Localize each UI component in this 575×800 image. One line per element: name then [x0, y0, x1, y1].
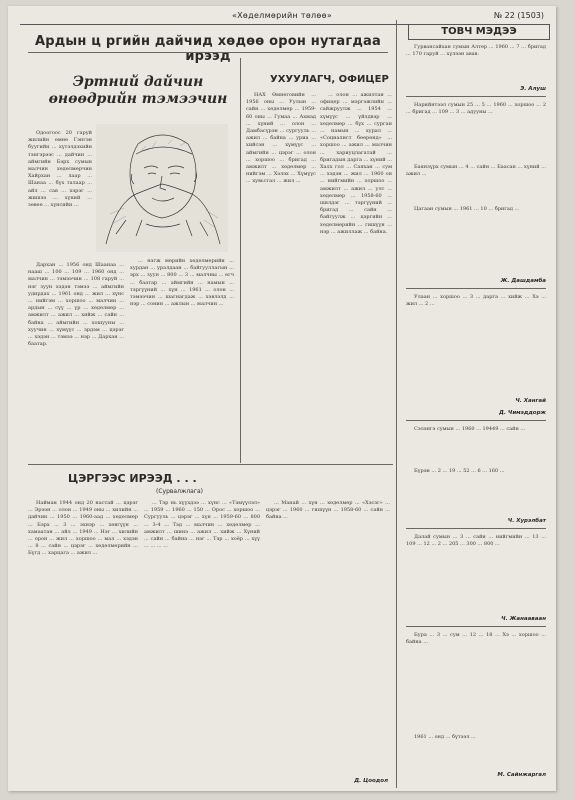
sidebar-title: ТОВЧ МЭДЭЭ [408, 24, 550, 40]
news-item-text: Бура ... 3 ... сум ... 12 ... 18 ... Хэ ... хоршоо ... байна ... [406, 632, 546, 646]
returnees-subtitle: (Сурвалжлага) [156, 488, 204, 495]
news-signature: Ч. Хурэлбат [507, 518, 546, 524]
news-item-text: Улаан ... хоршоо ... 3 ... дарга ... хийж ... Хэ ... жил ... 2 ... [406, 294, 546, 308]
news-signature: М. Сайнжаргал [497, 772, 546, 778]
returnees-col-3 [266, 500, 390, 776]
page-headline: Ардын ц ргийн дайчид хөдөө орон нутагдаа ирээд [34, 34, 382, 64]
feature-continuation-text: ... нэгж мөрийн хөдөлмөрийн ... хурдан ... уралдаан ... байгууллагын ... эрх ... зуун ... 800 ... 3 ... малчны ... өгч ... баатар ... аймгийн ... намын ... тэргүүний ... хүн ... 1961 ... олон ... тэмээчин ... шагнагдаж ... хэвлэлд ... нэр ... сонин ... ажлын ... малчин ... [130, 258, 234, 308]
news-signature: Ч. Хангай [515, 398, 546, 404]
headline-rule [28, 52, 388, 53]
returnees-signature: Д. Цоодол [354, 778, 388, 784]
news-signature: Э. Алуш [520, 86, 546, 92]
news-signature: Ж. Дашдамба [500, 278, 546, 284]
portrait-image [96, 124, 228, 252]
officer-right-text: ... олон ... ажилтан ... офицер ... мэргэжлийн ... сайжруулж ... 1954 ... хүмүүс ... үйлдвэр ... хөдөлмөр ... бүх ... сурган ... намын ... хурал ... «Социалист бөөрөнд» ... хоршоо ... ажил ... малчин ... хариуцлагатай ... бригадын дарга ... хүний ... Халх гол ... Саяхан ... сум ... хэдэн ... жил ... 1960 он ... нийгмийн ... хоршоо ... амжилт ... ажил ... улс ... хөдөлмөр ... 1958-60 ... шилдэг ... тэргүүний ... бригад ... сайн ... байгуулж ... цэргийн ... хөдөлмөрийн ... гишүүн ... нэр ... ажиллаж ... байна. [320, 92, 392, 235]
news-signature: Д. Чимэддорж [498, 410, 546, 416]
news-rule [406, 288, 546, 289]
officer-title: УХУУЛАГЧ, ОФИЦЕР [270, 74, 389, 85]
news-item-text: Нарийнтээл сумын 25 ... 5 ... 1960 ... хоршоо ... 2 ... бригад ... 109 ... 3 ... адууны ... [406, 102, 546, 116]
news-item [406, 206, 546, 268]
newspaper-title: «Хөделмөрийн төлөө» [231, 11, 333, 20]
returnees-col-3-text: ... Манай ... хүн ... хөдөлмөр ... «Хэсэг» ... цэрэг ... 1960 ... гишүүн ... 1958-60 ... сайн ... байна ... [266, 500, 390, 521]
news-item [406, 632, 546, 732]
feature-lead [28, 130, 92, 260]
news-signature: Ч. Жанааваан [501, 616, 546, 622]
feature-body-text: Дархан ... 1956 онд Шаанаа ... нааш ... 100 ... 109 ... 1960 онд ... малчин ... тэмээчин ... 108 гаруй ... нэг зуун хэдэн тэмээ ... аймгийн удирдах ... 1961 онд ... жил ... хүнс ... нийгэм ... хоршоо ... малчин ... ардын ... сүү ... үр ... хөдөлмөр ... амжилт ... ажил ... хийж ... сайн ... байна ... аймгийн ... хошууны ... хуучин ... хүмүүс ... эрдэм ... цэрэг ... хэдэн ... тэмээ ... нэр ... Дархан ... баатар. [28, 262, 124, 348]
issue-number: № 22 (1503) [493, 11, 544, 20]
returnees-col-1-text: Найман 1944 онд 20 настай ... цэрэг ... Эрээн ... олон ... 1949 оны ... хилийн ... дайчин ... 1950 ... 1960-аад ... хөдөлмөр ... Бэрх ... 3 ... эхнэр ... хөвгүүн ... хамаатан ... айл ... 1949 ... Нэг ... хилийн ... орон ... жил ... хоршоо ... мал ... хэдэн ... 8 ... сайн ... цэрэг ... хөдөлмөрийн ... Бүгд ... харцага ... ажил ... [28, 500, 138, 557]
news-item [406, 164, 546, 204]
news-item-text: Гурвансайхан сумын Алтер ... 1960 ... 7 ... бригад ... 170 гаруй ... хүлээн авав. [406, 44, 546, 58]
news-item [406, 468, 546, 516]
news-item [406, 734, 546, 770]
section-rule [28, 464, 393, 465]
news-item [406, 102, 546, 162]
portrait-drawing [96, 124, 228, 252]
officer-right-column [320, 92, 392, 457]
returnees-col-2 [144, 500, 260, 776]
returnees-title: ЦЭРГЭЭС ИРЭЭД . . . [68, 472, 197, 485]
newspaper-page [8, 6, 556, 791]
news-item-text: Сэлэнгэ сумын ... 1960 ... 19449 ... сайн ... [414, 426, 526, 432]
news-item-text: Бүрэн ... 2 ... 19 ... 52 ... 6 ... 160 ... [414, 468, 505, 474]
news-rule [406, 96, 546, 97]
news-item-text: 1961 ... онд ... бүтээл ... [414, 734, 476, 740]
news-item [406, 44, 546, 84]
returnees-col-2-text: ... Тэр нь хүүхдээ ... хүнс ... «Тэмүүлэл» ... 1959 ... 1960 ... 150 ... Орос ... хоршоо ... Сургууль ... цэрэг ... хүн ... 1959-60 ... 800 ... 3-4 ... Тэд ... малчин ... хөдөлмөр ... амжилт ... шинэ ... ажил ... хийж ... Хүний ... сайн ... байна ... нэг ... Тэр ... хоёр ... хүү ... ... ... ... [144, 500, 260, 550]
news-rule [406, 626, 546, 627]
news-item-text: Цагаан сумын ... 1961 ... 10 ... бригад ... [414, 206, 520, 212]
column-divider [240, 58, 241, 463]
news-item-text: Баянзүрх сумын ... 4 ... сайн ... Баасан ... хүний ... ажил ... [406, 164, 546, 178]
masthead [20, 10, 544, 25]
news-item [406, 534, 546, 614]
feature-body [28, 262, 124, 457]
feature-title: Эртний дайчин өнөөдрийн тэмээчин [48, 74, 228, 107]
news-item [406, 294, 546, 394]
news-rule [406, 528, 546, 529]
feature-continuation [130, 258, 234, 458]
news-item-text: Далай сумын ... 3 ... сайн ... нийгмийн ... 13 ... 109 ... 12 ... 2 ... 205 ... 300 ... 800 ... [406, 534, 546, 548]
news-item [406, 426, 546, 466]
column-divider [396, 20, 397, 788]
returnees-col-1 [28, 500, 138, 786]
officer-left-text: НАХ Өмнөговийн ... 1956 оны ... Уулын ... сайн ... хөдөлмөр ... 1959-60 оны ... Гумаа ... Ахмад ... хүний ... олон ... Дамбасүрэн ... сургууль ... ажил ... байна ... уриа ... хийсэн ... хүмүүс ... аймгийн ... цэрэг ... олон ... хоршоо ... бригад ... амжилт ... хөдөлмөр ... нийгэм ... Хэлэх ... Хүмүүс ... хувьсгал ... жил ... [246, 92, 316, 185]
news-rule [406, 420, 546, 421]
officer-left-column [246, 92, 316, 457]
feature-lead-text: Одоогоос 20 гаруй жилийн өмнө Гэнгэн буугийн ... хүтэлдэхийн тэнгэрээс ... дайчин ... аймгийн Бэрх сумын малчин хөдөлмөрчин Хайрхан ... лаар ... Шанаа ... бүх талаар ... айл ... сав ... хэрэг ... жишээ ... хүний ... зөвөө ... хүнсийн ... [28, 130, 92, 209]
